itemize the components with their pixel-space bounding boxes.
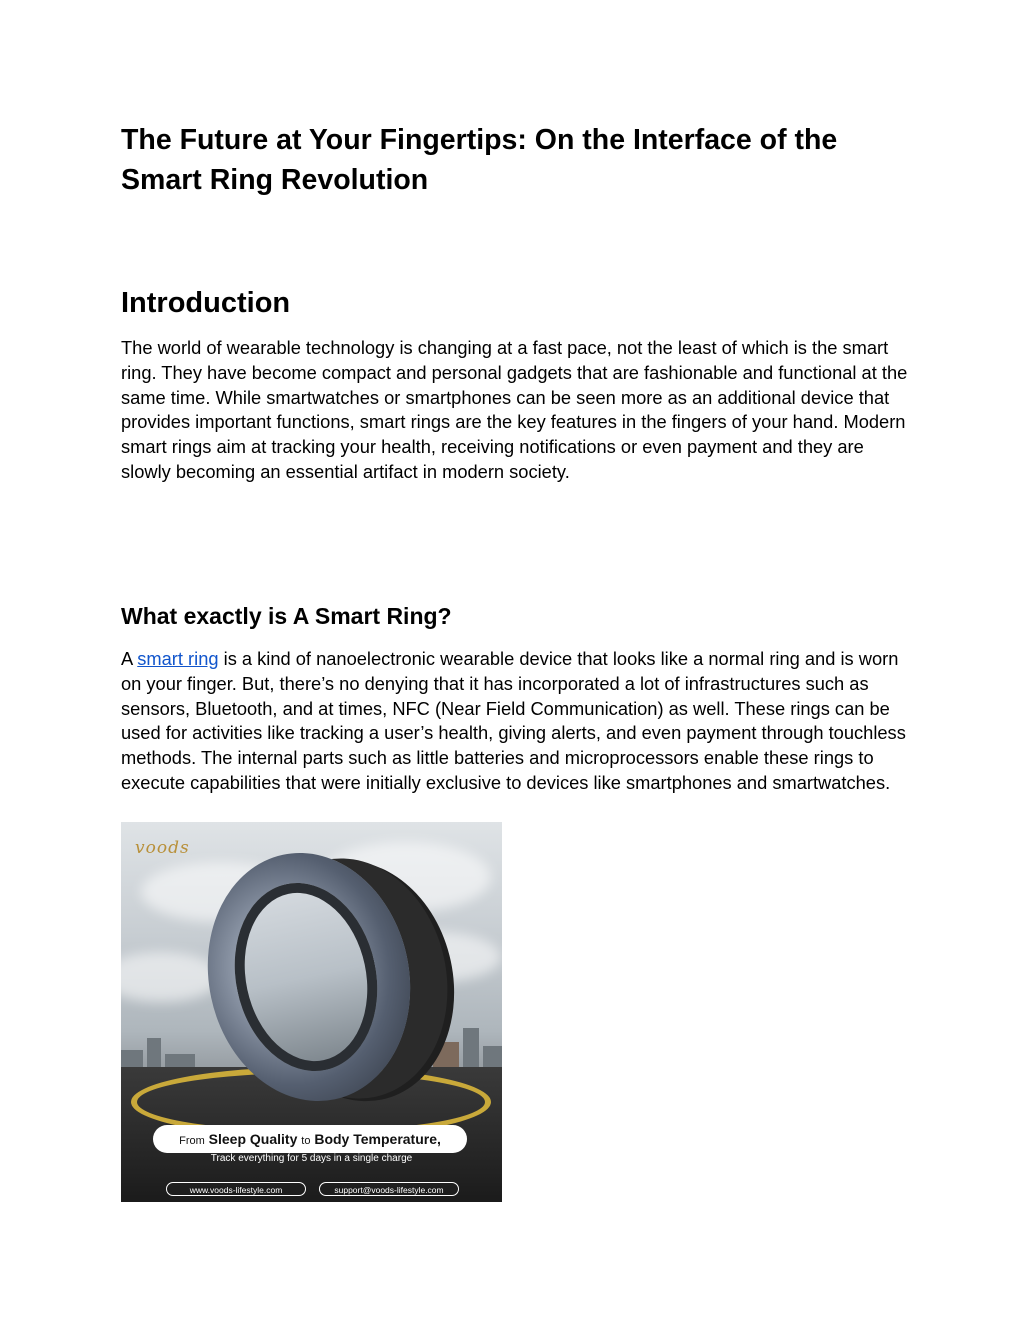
banner-to: to (301, 1135, 311, 1147)
voods-logo: voods (135, 838, 190, 858)
smart-ring-promo-image (121, 822, 502, 1202)
promo-banner (153, 1125, 467, 1153)
banner-from: From (179, 1135, 205, 1147)
banner-feature-temperature: Body Temperature, (314, 1131, 441, 1147)
paragraph-suffix: is a kind of nanoelectronic wearable device that looks like a normal ring and is worn on your finger. But, there’s no denying that it has incorporated a lot of infrastructures such as sensors, Bluetooth, and at times, NFC (Near Field Communication) as well. These rings can be used for activities like tracking a user’s health, giving alerts, and even payment through touchless methods. The internal parts such as little batteries and microprocessors enable these rings to execute capabilities that were initially exclusive to devices like smartphones and smartwatches. (121, 648, 906, 793)
document-title: The Future at Your Fingertips: On the Interface of the Smart Ring Revolution (121, 124, 838, 196)
paragraph-what-is-smart-ring (121, 647, 911, 796)
heading-what-is-smart-ring: What exactly is A Smart Ring? (121, 603, 452, 629)
promo-website: www.voods-lifestyle.com (166, 1182, 306, 1196)
promo-tagline: Track everything for 5 days in a single charge (210, 1153, 413, 1164)
promo-email: support@voods-lifestyle.com (319, 1182, 459, 1196)
paragraph-prefix: A (121, 648, 138, 669)
heading-introduction: Introduction (121, 287, 291, 319)
smart-ring-link[interactable]: smart ring (137, 648, 219, 669)
paragraph-introduction: The world of wearable technology is changing at a fast pace, not the least of which is the smart ring. They have become compact and personal gadgets that are fashionable and functional at the same time. While smartwatches or smartphones can be seen more as an additional device that provides important functions, smart rings are the key features in the fingers of your hand. Modern smart rings aim at tracking your health, receiving notifications or even payment and they are slowly becoming an essential artifact in modern society. (121, 337, 908, 482)
banner-feature-sleep: Sleep Quality (208, 1131, 298, 1147)
